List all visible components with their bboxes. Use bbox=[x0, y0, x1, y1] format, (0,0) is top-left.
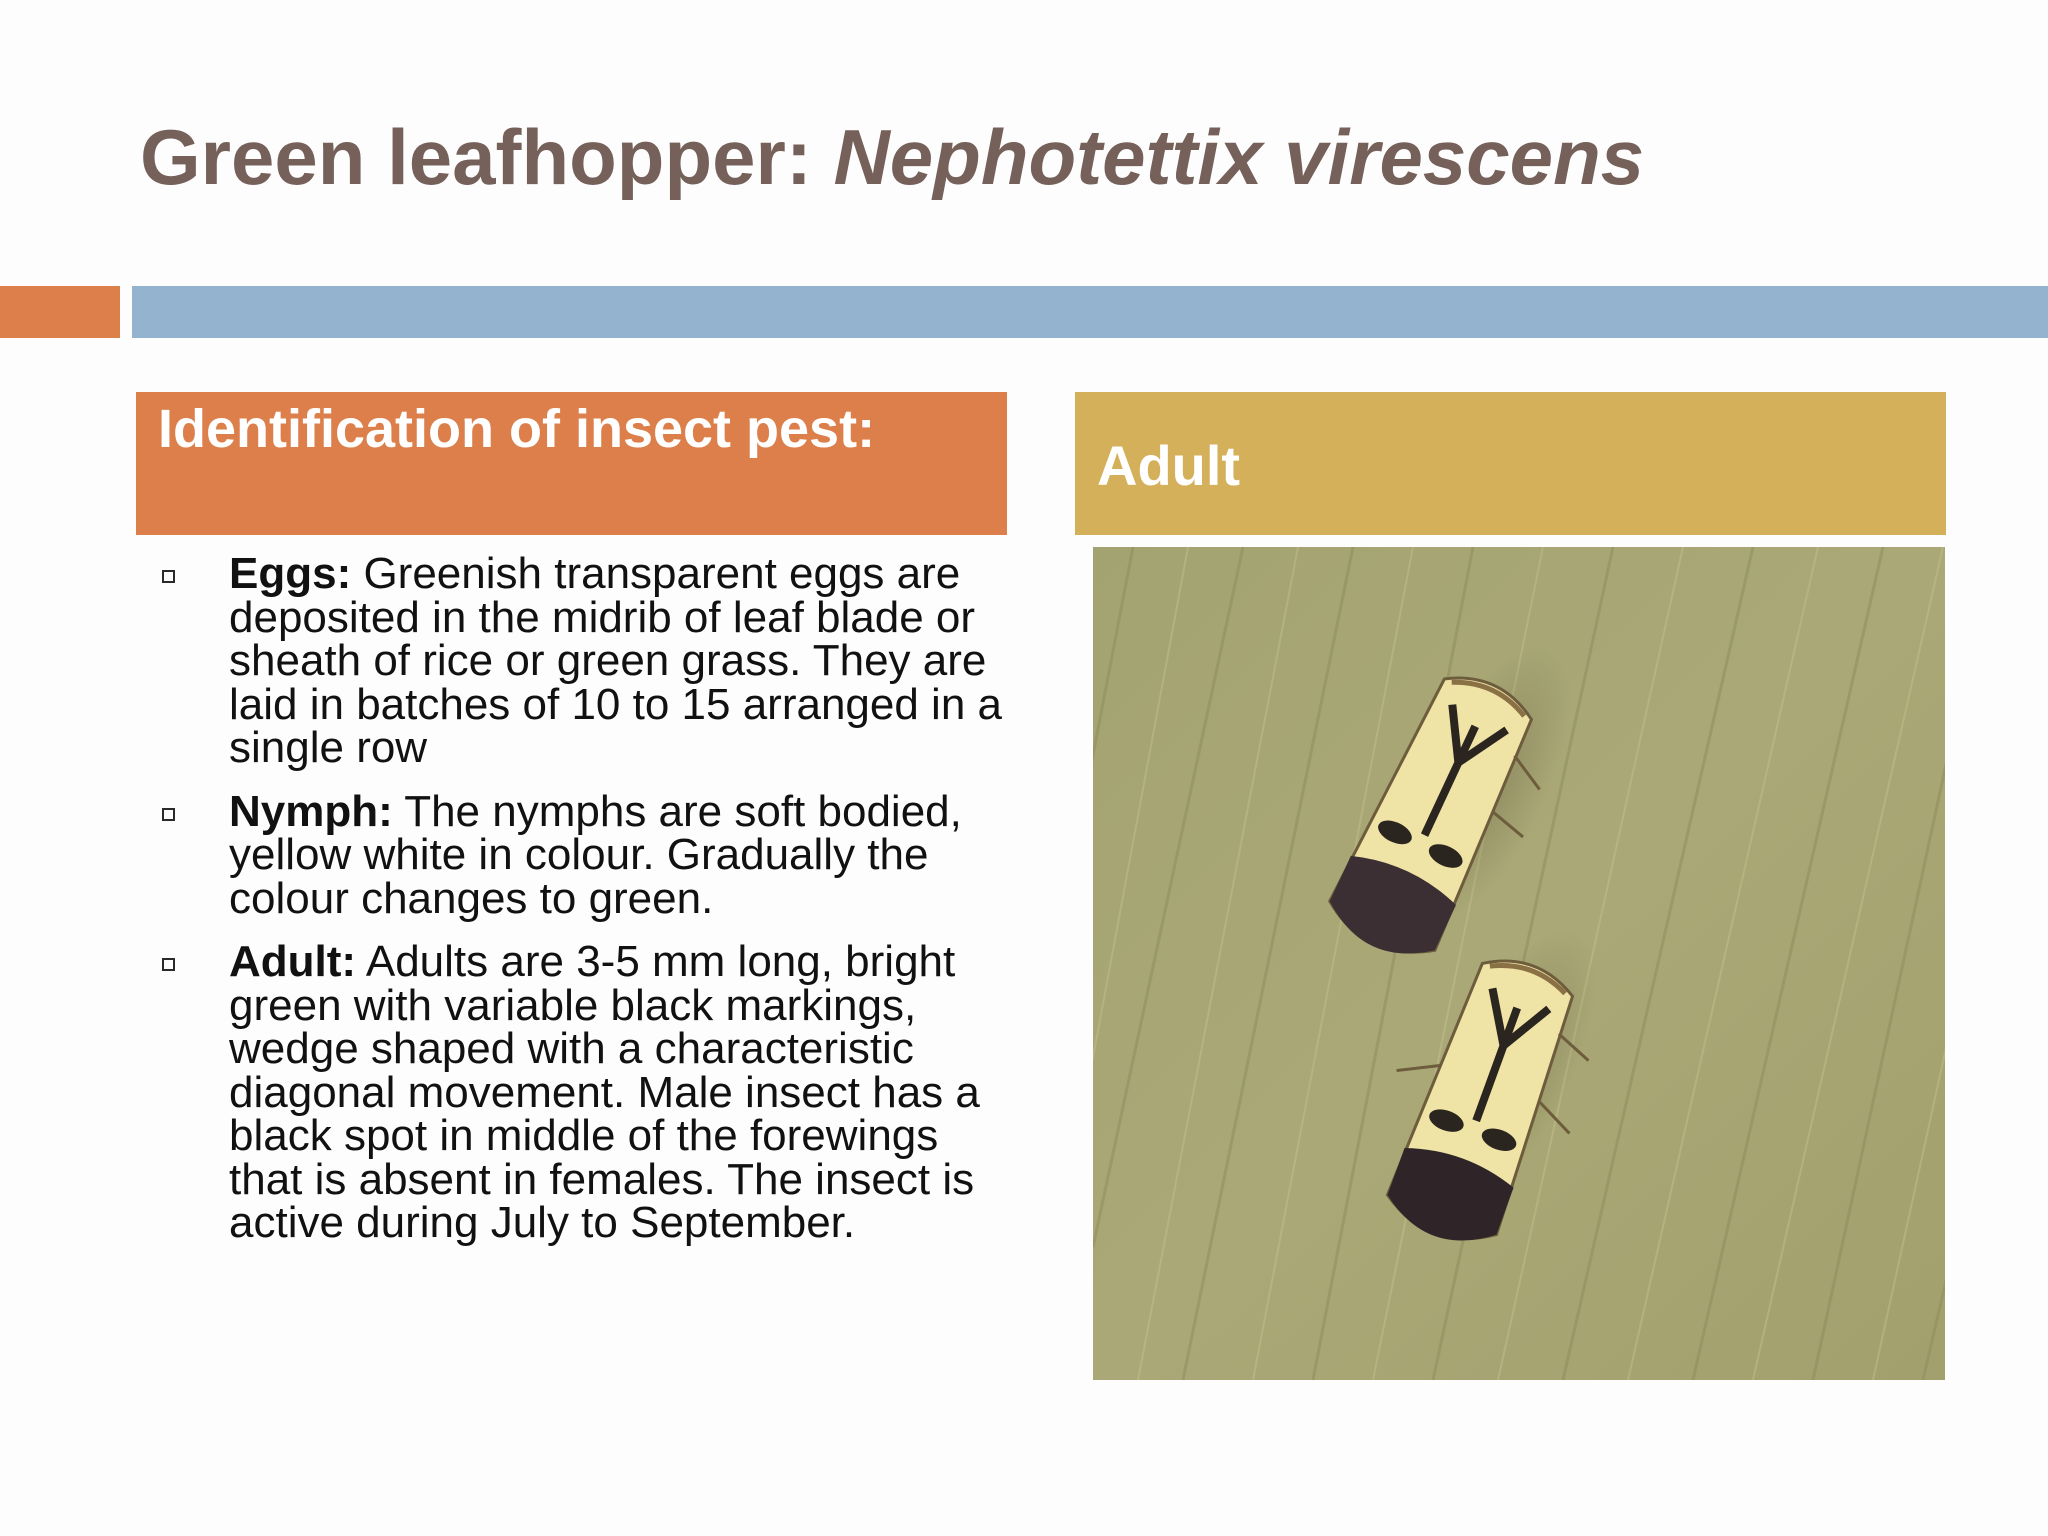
bullet-text: Greenish transparent eggs are deposited in the midrib of leaf blade or sheath of rice or green grass. They are laid in batches of 10 to 15 arranged in a single row bbox=[229, 549, 1002, 772]
slide-title bbox=[140, 113, 1645, 201]
title-scientific-name: Nephotettix virescens bbox=[833, 113, 1645, 201]
square-bullet-icon bbox=[162, 808, 175, 821]
bullet-term: Eggs: bbox=[229, 549, 352, 598]
bullet-text: The nymphs are soft bodied, yellow white in colour. Gradually the colour changes to green. bbox=[229, 786, 962, 923]
title-common-name: Green leafhopper: bbox=[140, 113, 834, 201]
bullet-term: Nymph: bbox=[229, 786, 393, 836]
bullet-term: Adult: bbox=[229, 937, 357, 986]
accent-bar-orange bbox=[0, 286, 120, 338]
accent-bar-blue bbox=[132, 286, 2048, 338]
leafhopper-photo bbox=[1093, 547, 1945, 1380]
identification-list bbox=[158, 549, 1018, 1265]
square-bullet-icon bbox=[162, 958, 175, 971]
list-item-adult bbox=[158, 937, 1018, 1247]
list-item-eggs bbox=[158, 549, 1018, 772]
adult-header: Adult bbox=[1075, 392, 1946, 535]
square-bullet-icon bbox=[162, 570, 175, 583]
identification-header: Identification of insect pest: bbox=[136, 392, 1007, 535]
list-item-nymph bbox=[158, 786, 1018, 923]
bullet-text: Adults are 3-5 mm long, bright green with variable black markings, wedge shaped with a characteristic diagonal movement. Male insect has a black spot in middle of the forewings that is absent in females. The insect is active during July to September. bbox=[229, 937, 980, 1247]
